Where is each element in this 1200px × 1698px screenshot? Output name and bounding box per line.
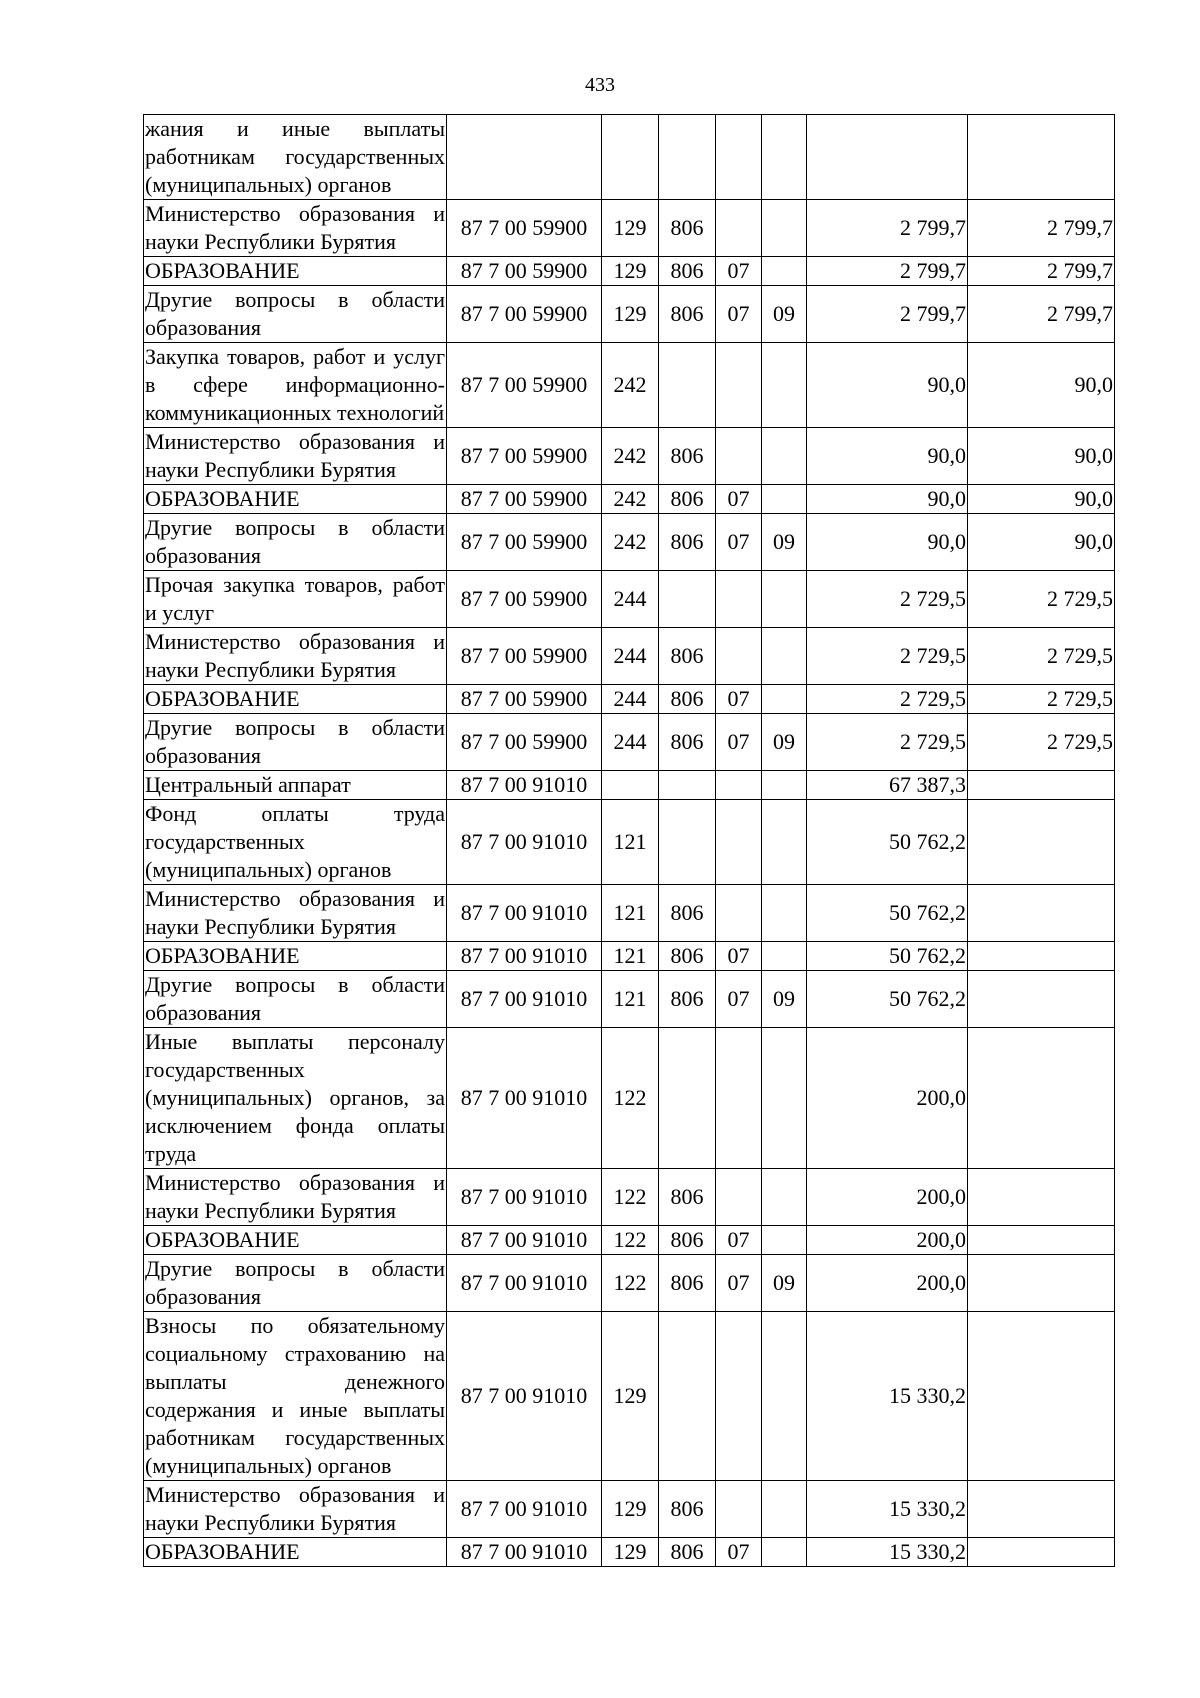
target-article-cell: 87 7 00 91010 bbox=[447, 1255, 602, 1312]
department-code-cell: 806 bbox=[659, 685, 716, 714]
subsection-code-cell bbox=[762, 1481, 807, 1538]
row-name-cell: Фонд оплаты труда государственных (муниципальных) органов bbox=[144, 800, 447, 885]
target-article-cell: 87 7 00 91010 bbox=[447, 942, 602, 971]
amount-year1-cell: 50 762,2 bbox=[807, 942, 968, 971]
department-code-cell: 806 bbox=[659, 1538, 716, 1567]
amount-year2-cell: 2 799,7 bbox=[968, 200, 1115, 257]
department-code-cell bbox=[659, 1312, 716, 1481]
expense-type-cell: 129 bbox=[602, 286, 659, 343]
section-code-cell: 07 bbox=[716, 257, 762, 286]
target-article-cell: 87 7 00 59900 bbox=[447, 343, 602, 428]
department-code-cell bbox=[659, 343, 716, 428]
subsection-code-cell bbox=[762, 1169, 807, 1226]
amount-year2-cell: 90,0 bbox=[968, 514, 1115, 571]
department-code-cell: 806 bbox=[659, 971, 716, 1028]
amount-year2-cell: 2 729,5 bbox=[968, 628, 1115, 685]
table-row bbox=[144, 1028, 1115, 1169]
subsection-code-cell: 09 bbox=[762, 714, 807, 771]
target-article-cell: 87 7 00 59900 bbox=[447, 485, 602, 514]
row-name-cell: Министерство образования и науки Республики Бурятия bbox=[144, 428, 447, 485]
subsection-code-cell bbox=[762, 257, 807, 286]
amount-year1-cell: 90,0 bbox=[807, 343, 968, 428]
amount-year1-cell: 2 799,7 bbox=[807, 257, 968, 286]
section-code-cell bbox=[716, 1028, 762, 1169]
target-article-cell: 87 7 00 91010 bbox=[447, 1226, 602, 1255]
table-row bbox=[144, 685, 1115, 714]
section-code-cell bbox=[716, 428, 762, 485]
row-name-cell: Закупка товаров, работ и услуг в сфере информационно-коммуникационных технологий bbox=[144, 343, 447, 428]
amount-year2-cell bbox=[968, 1255, 1115, 1312]
table-row bbox=[144, 1538, 1115, 1567]
expense-type-cell bbox=[602, 771, 659, 800]
department-code-cell: 806 bbox=[659, 257, 716, 286]
amount-year2-cell: 90,0 bbox=[968, 428, 1115, 485]
department-code-cell bbox=[659, 1028, 716, 1169]
section-code-cell bbox=[716, 200, 762, 257]
amount-year2-cell bbox=[968, 1538, 1115, 1567]
amount-year2-cell bbox=[968, 971, 1115, 1028]
department-code-cell: 806 bbox=[659, 628, 716, 685]
department-code-cell: 806 bbox=[659, 1169, 716, 1226]
expense-type-cell: 121 bbox=[602, 971, 659, 1028]
amount-year1-cell: 2 729,5 bbox=[807, 714, 968, 771]
row-name-cell: Министерство образования и науки Республики Бурятия bbox=[144, 1481, 447, 1538]
section-code-cell bbox=[716, 885, 762, 942]
amount-year2-cell: 2 799,7 bbox=[968, 286, 1115, 343]
table-row bbox=[144, 200, 1115, 257]
target-article-cell: 87 7 00 91010 bbox=[447, 1481, 602, 1538]
section-code-cell: 07 bbox=[716, 286, 762, 343]
page-number: 433 bbox=[585, 74, 615, 96]
row-name-cell: Министерство образования и науки Республики Бурятия bbox=[144, 1169, 447, 1226]
department-code-cell: 806 bbox=[659, 428, 716, 485]
target-article-cell: 87 7 00 59900 bbox=[447, 628, 602, 685]
amount-year1-cell: 200,0 bbox=[807, 1226, 968, 1255]
subsection-code-cell: 09 bbox=[762, 1255, 807, 1312]
target-article-cell: 87 7 00 91010 bbox=[447, 885, 602, 942]
amount-year1-cell: 2 729,5 bbox=[807, 571, 968, 628]
section-code-cell bbox=[716, 800, 762, 885]
department-code-cell bbox=[659, 800, 716, 885]
table-body bbox=[144, 115, 1115, 1567]
amount-year2-cell bbox=[968, 771, 1115, 800]
expense-type-cell: 244 bbox=[602, 714, 659, 771]
amount-year1-cell: 50 762,2 bbox=[807, 971, 968, 1028]
target-article-cell: 87 7 00 59900 bbox=[447, 200, 602, 257]
row-name-cell: Министерство образования и науки Республики Бурятия bbox=[144, 628, 447, 685]
target-article-cell: 87 7 00 91010 bbox=[447, 1028, 602, 1169]
target-article-cell: 87 7 00 59900 bbox=[447, 428, 602, 485]
amount-year2-cell bbox=[968, 115, 1115, 200]
section-code-cell: 07 bbox=[716, 514, 762, 571]
table-row bbox=[144, 514, 1115, 571]
table-row bbox=[144, 1169, 1115, 1226]
expense-type-cell: 129 bbox=[602, 1481, 659, 1538]
target-article-cell: 87 7 00 59900 bbox=[447, 685, 602, 714]
expense-type-cell: 242 bbox=[602, 343, 659, 428]
row-name-cell: Другие вопросы в области образования bbox=[144, 1255, 447, 1312]
section-code-cell: 07 bbox=[716, 1538, 762, 1567]
table-row bbox=[144, 257, 1115, 286]
table-row bbox=[144, 485, 1115, 514]
budget-table bbox=[143, 114, 1115, 1567]
row-name-cell: жания и иные выплаты работникам государственных (муниципальных) органов bbox=[144, 115, 447, 200]
amount-year1-cell bbox=[807, 115, 968, 200]
amount-year2-cell bbox=[968, 800, 1115, 885]
subsection-code-cell bbox=[762, 885, 807, 942]
row-name-cell: Другие вопросы в области образования bbox=[144, 514, 447, 571]
amount-year2-cell bbox=[968, 1312, 1115, 1481]
section-code-cell bbox=[716, 343, 762, 428]
expense-type-cell: 121 bbox=[602, 800, 659, 885]
target-article-cell: 87 7 00 91010 bbox=[447, 971, 602, 1028]
section-code-cell bbox=[716, 115, 762, 200]
table-row bbox=[144, 942, 1115, 971]
department-code-cell: 806 bbox=[659, 1226, 716, 1255]
amount-year2-cell: 90,0 bbox=[968, 485, 1115, 514]
target-article-cell: 87 7 00 59900 bbox=[447, 286, 602, 343]
amount-year1-cell: 200,0 bbox=[807, 1169, 968, 1226]
subsection-code-cell bbox=[762, 200, 807, 257]
department-code-cell: 806 bbox=[659, 885, 716, 942]
table-row bbox=[144, 628, 1115, 685]
amount-year1-cell: 2 729,5 bbox=[807, 628, 968, 685]
target-article-cell: 87 7 00 59900 bbox=[447, 257, 602, 286]
table-row bbox=[144, 971, 1115, 1028]
amount-year1-cell: 200,0 bbox=[807, 1028, 968, 1169]
amount-year1-cell: 50 762,2 bbox=[807, 885, 968, 942]
subsection-code-cell bbox=[762, 485, 807, 514]
amount-year1-cell: 50 762,2 bbox=[807, 800, 968, 885]
section-code-cell: 07 bbox=[716, 942, 762, 971]
section-code-cell bbox=[716, 571, 762, 628]
row-name-cell: Другие вопросы в области образования bbox=[144, 286, 447, 343]
row-name-cell: ОБРАЗОВАНИЕ bbox=[144, 1226, 447, 1255]
row-name-cell: Иные выплаты персоналу государственных (муниципальных) органов, за исключением фонда оплаты труда bbox=[144, 1028, 447, 1169]
table-row bbox=[144, 343, 1115, 428]
amount-year2-cell bbox=[968, 1169, 1115, 1226]
subsection-code-cell bbox=[762, 1226, 807, 1255]
table-row bbox=[144, 885, 1115, 942]
expense-type-cell: 242 bbox=[602, 428, 659, 485]
expense-type-cell: 121 bbox=[602, 942, 659, 971]
expense-type-cell: 244 bbox=[602, 685, 659, 714]
row-name-cell: ОБРАЗОВАНИЕ bbox=[144, 1538, 447, 1567]
expense-type-cell: 122 bbox=[602, 1169, 659, 1226]
department-code-cell: 806 bbox=[659, 714, 716, 771]
target-article-cell: 87 7 00 91010 bbox=[447, 1312, 602, 1481]
subsection-code-cell bbox=[762, 771, 807, 800]
amount-year1-cell: 2 799,7 bbox=[807, 286, 968, 343]
amount-year2-cell: 2 799,7 bbox=[968, 257, 1115, 286]
subsection-code-cell bbox=[762, 685, 807, 714]
subsection-code-cell: 09 bbox=[762, 971, 807, 1028]
table-row bbox=[144, 1312, 1115, 1481]
amount-year2-cell: 2 729,5 bbox=[968, 714, 1115, 771]
table-row bbox=[144, 771, 1115, 800]
department-code-cell: 806 bbox=[659, 1481, 716, 1538]
table-row bbox=[144, 1255, 1115, 1312]
expense-type-cell: 129 bbox=[602, 257, 659, 286]
department-code-cell bbox=[659, 771, 716, 800]
subsection-code-cell: 09 bbox=[762, 514, 807, 571]
section-code-cell: 07 bbox=[716, 971, 762, 1028]
section-code-cell bbox=[716, 1481, 762, 1538]
section-code-cell: 07 bbox=[716, 714, 762, 771]
amount-year1-cell: 2 799,7 bbox=[807, 200, 968, 257]
section-code-cell bbox=[716, 771, 762, 800]
row-name-cell: Другие вопросы в области образования bbox=[144, 714, 447, 771]
target-article-cell: 87 7 00 91010 bbox=[447, 771, 602, 800]
row-name-cell: ОБРАЗОВАНИЕ bbox=[144, 685, 447, 714]
subsection-code-cell bbox=[762, 942, 807, 971]
subsection-code-cell bbox=[762, 1312, 807, 1481]
row-name-cell: ОБРАЗОВАНИЕ bbox=[144, 485, 447, 514]
expense-type-cell: 129 bbox=[602, 200, 659, 257]
section-code-cell bbox=[716, 1169, 762, 1226]
row-name-cell: Взносы по обязательному социальному страхованию на выплаты денежного содержания и иные выплаты работникам государственных (муниципальных) органов bbox=[144, 1312, 447, 1481]
section-code-cell: 07 bbox=[716, 685, 762, 714]
amount-year1-cell: 90,0 bbox=[807, 428, 968, 485]
subsection-code-cell bbox=[762, 115, 807, 200]
amount-year1-cell: 67 387,3 bbox=[807, 771, 968, 800]
target-article-cell: 87 7 00 91010 bbox=[447, 800, 602, 885]
amount-year2-cell bbox=[968, 1481, 1115, 1538]
department-code-cell: 806 bbox=[659, 485, 716, 514]
subsection-code-cell bbox=[762, 428, 807, 485]
table-row bbox=[144, 1481, 1115, 1538]
amount-year1-cell: 15 330,2 bbox=[807, 1312, 968, 1481]
row-name-cell: Министерство образования и науки Республики Бурятия bbox=[144, 200, 447, 257]
table-row bbox=[144, 428, 1115, 485]
expense-type-cell: 129 bbox=[602, 1538, 659, 1567]
table-row bbox=[144, 571, 1115, 628]
table-row bbox=[144, 1226, 1115, 1255]
target-article-cell: 87 7 00 91010 bbox=[447, 1169, 602, 1226]
amount-year2-cell bbox=[968, 942, 1115, 971]
section-code-cell: 07 bbox=[716, 1226, 762, 1255]
amount-year1-cell: 200,0 bbox=[807, 1255, 968, 1312]
department-code-cell: 806 bbox=[659, 514, 716, 571]
table-row bbox=[144, 115, 1115, 200]
amount-year2-cell bbox=[968, 1226, 1115, 1255]
section-code-cell bbox=[716, 628, 762, 685]
subsection-code-cell bbox=[762, 1538, 807, 1567]
expense-type-cell: 242 bbox=[602, 485, 659, 514]
amount-year1-cell: 2 729,5 bbox=[807, 685, 968, 714]
subsection-code-cell bbox=[762, 571, 807, 628]
section-code-cell: 07 bbox=[716, 485, 762, 514]
target-article-cell: 87 7 00 59900 bbox=[447, 514, 602, 571]
subsection-code-cell bbox=[762, 800, 807, 885]
expense-type-cell: 121 bbox=[602, 885, 659, 942]
subsection-code-cell bbox=[762, 1028, 807, 1169]
target-article-cell: 87 7 00 59900 bbox=[447, 571, 602, 628]
target-article-cell: 87 7 00 91010 bbox=[447, 1538, 602, 1567]
row-name-cell: ОБРАЗОВАНИЕ bbox=[144, 257, 447, 286]
subsection-code-cell bbox=[762, 628, 807, 685]
department-code-cell: 806 bbox=[659, 200, 716, 257]
expense-type-cell: 244 bbox=[602, 628, 659, 685]
target-article-cell bbox=[447, 115, 602, 200]
section-code-cell bbox=[716, 1312, 762, 1481]
table-row bbox=[144, 286, 1115, 343]
amount-year1-cell: 15 330,2 bbox=[807, 1481, 968, 1538]
expense-type-cell bbox=[602, 115, 659, 200]
department-code-cell: 806 bbox=[659, 942, 716, 971]
amount-year2-cell: 90,0 bbox=[968, 343, 1115, 428]
expense-type-cell: 244 bbox=[602, 571, 659, 628]
amount-year2-cell: 2 729,5 bbox=[968, 685, 1115, 714]
amount-year2-cell bbox=[968, 1028, 1115, 1169]
expense-type-cell: 242 bbox=[602, 514, 659, 571]
row-name-cell: Другие вопросы в области образования bbox=[144, 971, 447, 1028]
subsection-code-cell bbox=[762, 343, 807, 428]
amount-year1-cell: 90,0 bbox=[807, 485, 968, 514]
section-code-cell: 07 bbox=[716, 1255, 762, 1312]
target-article-cell: 87 7 00 59900 bbox=[447, 714, 602, 771]
department-code-cell bbox=[659, 571, 716, 628]
department-code-cell: 806 bbox=[659, 1255, 716, 1312]
expense-type-cell: 122 bbox=[602, 1226, 659, 1255]
row-name-cell: Министерство образования и науки Республики Бурятия bbox=[144, 885, 447, 942]
department-code-cell: 806 bbox=[659, 286, 716, 343]
amount-year2-cell bbox=[968, 885, 1115, 942]
department-code-cell bbox=[659, 115, 716, 200]
amount-year1-cell: 90,0 bbox=[807, 514, 968, 571]
subsection-code-cell: 09 bbox=[762, 286, 807, 343]
amount-year2-cell: 2 729,5 bbox=[968, 571, 1115, 628]
expense-type-cell: 122 bbox=[602, 1028, 659, 1169]
row-name-cell: Прочая закупка товаров, работ и услуг bbox=[144, 571, 447, 628]
expense-type-cell: 122 bbox=[602, 1255, 659, 1312]
amount-year1-cell: 15 330,2 bbox=[807, 1538, 968, 1567]
row-name-cell: Центральный аппарат bbox=[144, 771, 447, 800]
table-row bbox=[144, 714, 1115, 771]
expense-type-cell: 129 bbox=[602, 1312, 659, 1481]
row-name-cell: ОБРАЗОВАНИЕ bbox=[144, 942, 447, 971]
table-row bbox=[144, 800, 1115, 885]
